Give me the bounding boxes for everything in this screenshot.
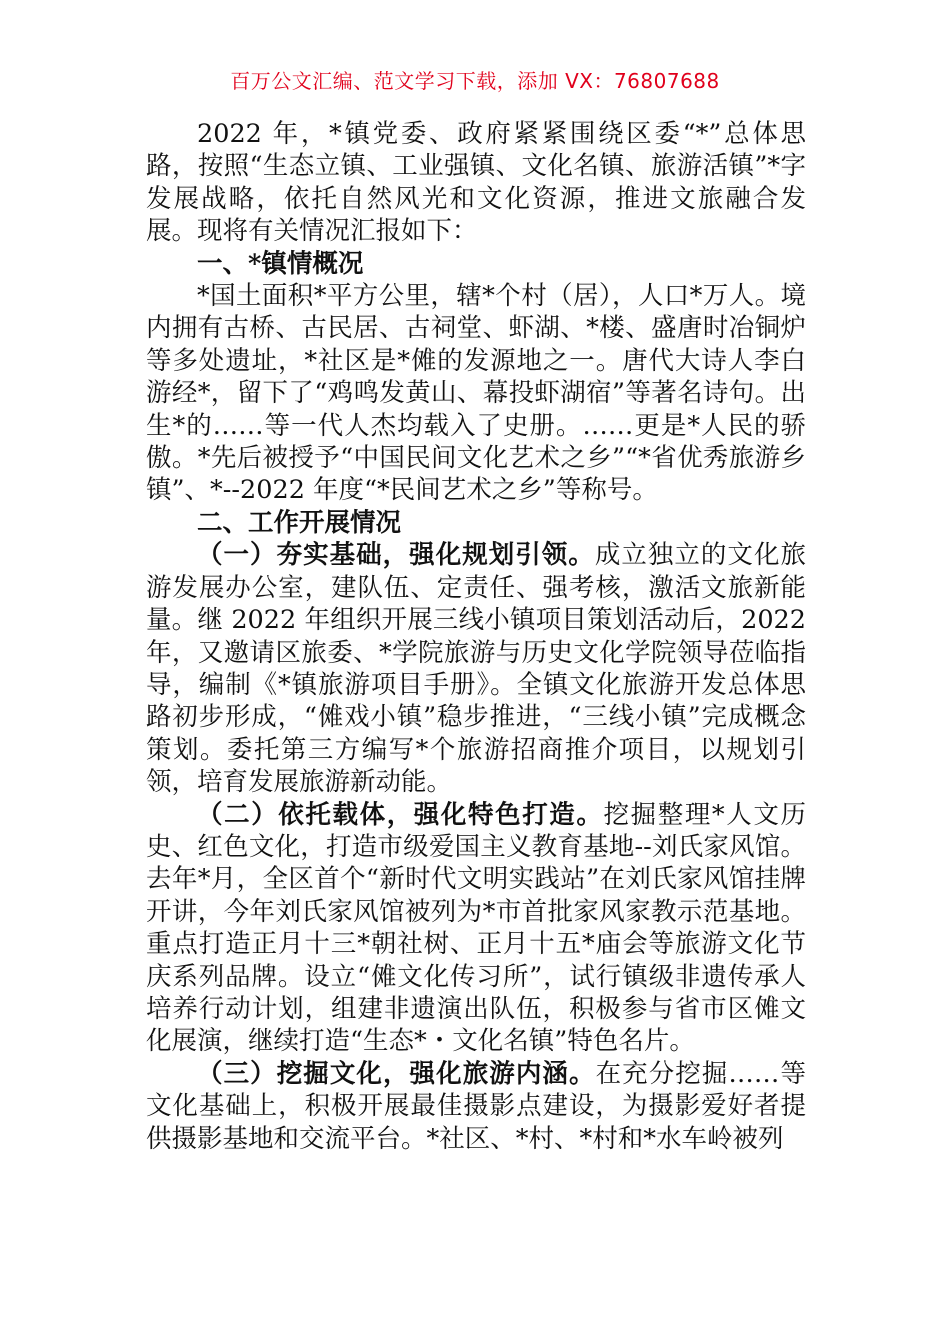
subsection-1-title: （一）夯实基础，强化规划引领。 (197, 540, 595, 571)
subsection-2-paragraph (146, 799, 806, 1058)
subsection-1-body: 成立独立的文化旅游发展办公室，建队伍、定责任、强考核，激活文旅新能量。继 2022 年组织开展三线小镇项目策划活动后，2022年，又邀请区旅委、*学院旅游与历史文化学院领导莅临指导，编制《*镇旅游项目手册》。全镇文化旅游开发总体思路初步形成，“傩戏小镇”稳步推进，“三线小镇”完成概念策划。委托第三方编写*个旅游招商推介项目，以规划引领，培育发展旅游新动能。 (146, 540, 806, 798)
subsection-1-paragraph (146, 539, 806, 798)
section-1-paragraph: *国土面积*平方公里，辖*个村（居），人口*万人。境内拥有古桥、古民居、古祠堂、虾湖、*楼、盛唐时冶铜炉等多处遗址，*社区是*傩的发源地之一。唐代大诗人李白游经*，留下了“鸡鸣发黄山、幕投虾湖宿”等著名诗句。出生*的……等一代人杰均载入了史册。……更是*人民的骄傲。*先后被授予“中国民间文化艺术之乡”“*省优秀旅游乡镇”、*--2022 年度“*民间艺术之乡”等称号。 (146, 281, 806, 506)
section-2-heading: 二、工作开展情况 (197, 507, 402, 538)
section-1-heading: 一、*镇情概况 (197, 248, 364, 279)
subsection-2-title: （二）依托载体，强化特色打造。 (197, 799, 604, 830)
document-body (146, 118, 806, 1155)
watermark-banner: 百万公文汇编、范文学习下载，添加 VX：76807688 (230, 69, 720, 93)
intro-paragraph: 2022 年，*镇党委、政府紧紧围绕区委“*”总体思路，按照“生态立镇、工业强镇、文化名镇、旅游活镇”*字发展战略，依托自然风光和文化资源，推进文旅融合发展。现将有关情况汇报如下： (146, 119, 806, 247)
subsection-3-paragraph (146, 1058, 806, 1155)
subsection-3-title: （三）挖掘文化，强化旅游内涵。 (197, 1058, 596, 1089)
subsection-2-body: 挖掘整理*人文历史、红色文化，打造市级爱国主义教育基地--刘氏家风馆。去年*月，全区首个“新时代文明实践站”在刘氏家风馆挂牌开讲，今年刘氏家风馆被列为*市首批家风家教示范基地。重点打造正月十三*朝社树、正月十五*庙会等旅游文化节庆系列品牌。设立“傩文化传习所”，试行镇级非遗传承人培养行动计划，组建非遗演出队伍，积极参与省市区傩文化展演，继续打造“生态*・文化名镇”特色名片。 (146, 799, 806, 1057)
subsection-3-body: 在充分挖掘……等文化基础上，积极开展最佳摄影点建设，为摄影爱好者提供摄影基地和交流平台。*社区、*村、*村和*水车岭被列 (146, 1058, 806, 1154)
